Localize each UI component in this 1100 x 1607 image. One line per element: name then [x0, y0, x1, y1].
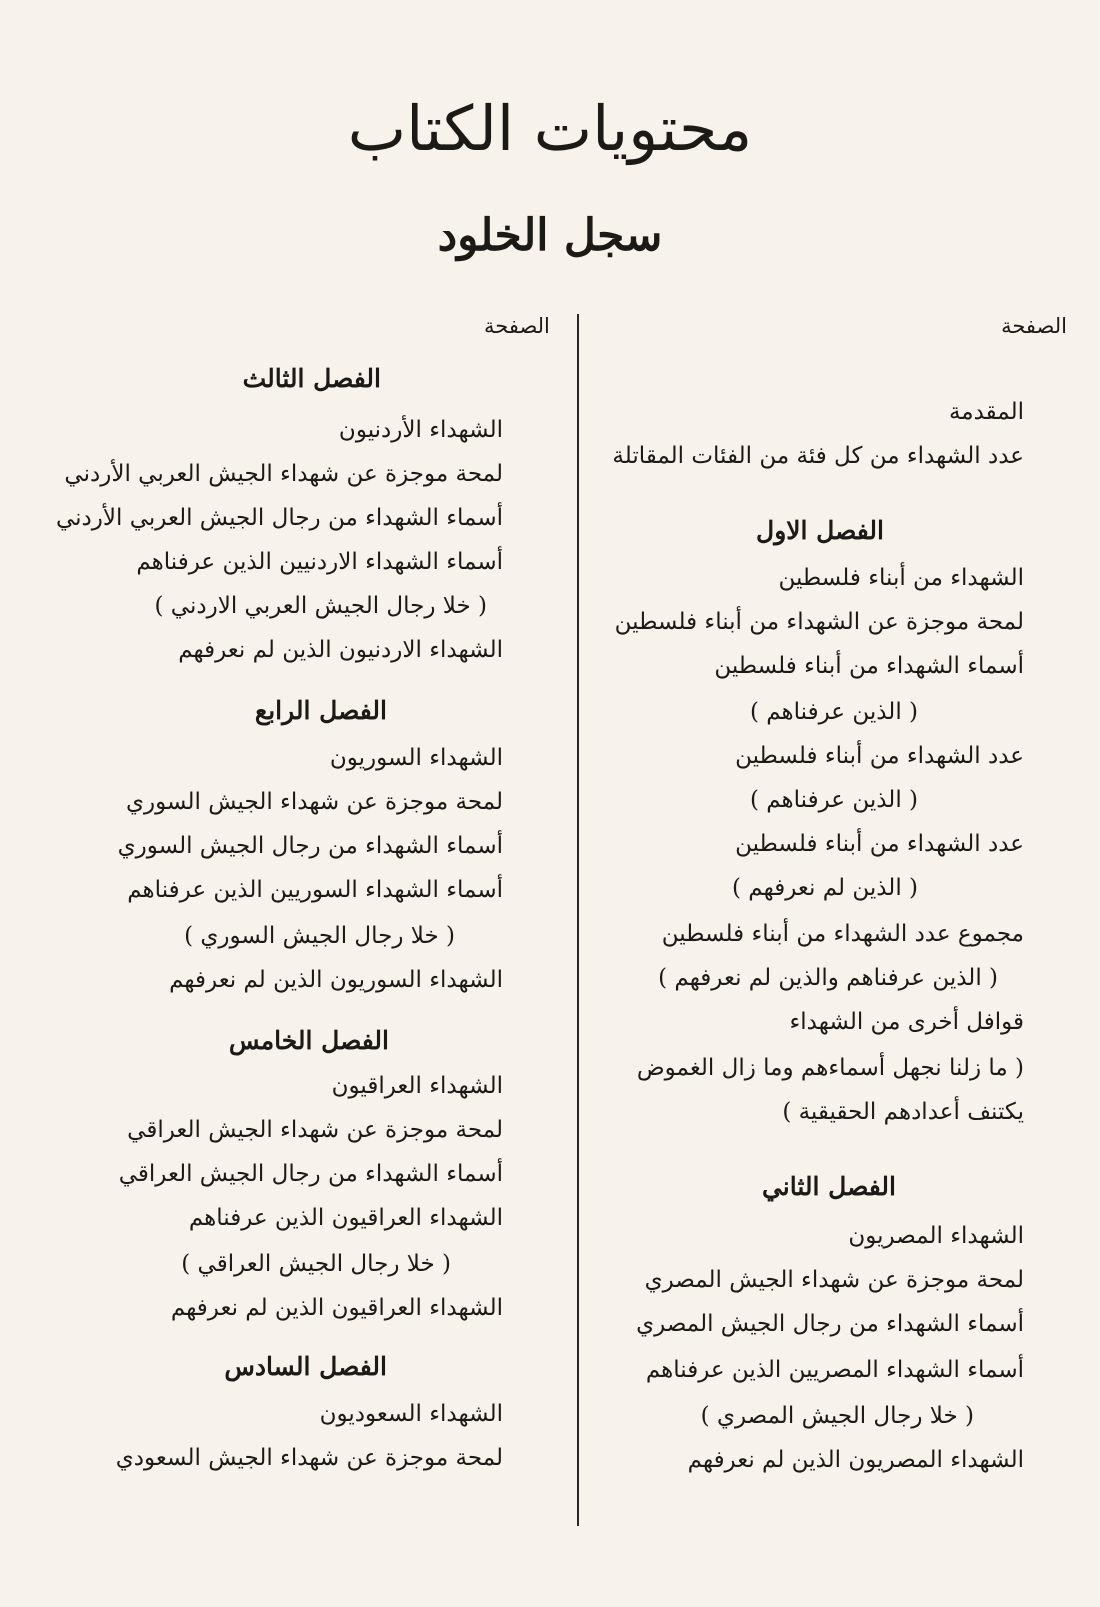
chapter-6-heading: الفصل السادس	[224, 1352, 387, 1381]
toc-entry: لمحة موجزة عن الشهداء من أبناء فلسطين	[614, 609, 1024, 635]
toc-entry: عدد الشهداء من أبناء فلسطين	[735, 743, 1024, 769]
toc-entry-intro: المقدمة	[948, 399, 1024, 425]
toc-entry: الشهداء العراقيون الذين لم نعرفهم	[170, 1295, 503, 1321]
toc-entry: أسماء الشهداء من رجال الجيش المصري	[636, 1311, 1024, 1337]
toc-entry: الشهداء الاردنيون الذين لم نعرفهم	[178, 637, 503, 663]
chapter-2-heading: الفصل الثاني	[761, 1172, 896, 1201]
toc-entry: ( الذين عرفناهم )	[749, 787, 918, 813]
toc-entry: ( ما زلنا نجهل أسماءهم وما زال الغموض	[636, 1055, 1024, 1081]
toc-entry: الشهداء العراقيون	[331, 1073, 503, 1099]
toc-entry: أسماء الشهداء الاردنيين الذين عرفناهم	[136, 549, 503, 575]
toc-entry-intro-count: عدد الشهداء من كل فئة من الفئات المقاتلة	[612, 443, 1024, 469]
toc-entry: أسماء الشهداء المصريين الذين عرفناهم	[645, 1357, 1024, 1383]
toc-entry: الشهداء من أبناء فلسطين	[778, 565, 1024, 591]
toc-entry: ( خلا رجال الجيش العراقي )	[181, 1251, 451, 1277]
toc-entry: لمحة موجزة عن شهداء الجيش العربي الأردني	[64, 461, 503, 487]
toc-entry: لمحة موجزة عن شهداء الجيش المصري	[644, 1267, 1024, 1293]
page-label-right: الصفحة	[1001, 314, 1067, 338]
page-label-left: الصفحة	[484, 314, 550, 338]
chapter-5-heading: الفصل الخامس	[228, 1026, 389, 1055]
toc-entry: أسماء الشهداء من رجال الجيش العربي الأردني	[55, 505, 503, 531]
toc-entry: أسماء الشهداء من رجال الجيش العراقي	[118, 1161, 503, 1187]
toc-entry: أسماء الشهداء السوريين الذين عرفناهم	[127, 877, 503, 903]
toc-entry: الشهداء السوريون الذين لم نعرفهم	[169, 967, 503, 993]
toc-entry: الشهداء الأردنيون	[338, 417, 503, 443]
toc-entry: قوافل أخرى من الشهداء	[789, 1009, 1024, 1035]
toc-entry: لمحة موجزة عن شهداء الجيش السعودي	[115, 1445, 503, 1471]
toc-entry: مجموع عدد الشهداء من أبناء فلسطين	[661, 921, 1024, 947]
toc-entry: ( الذين عرفناهم والذين لم نعرفهم )	[658, 965, 998, 991]
chapter-3-heading: الفصل الثالث	[242, 364, 381, 393]
main-title: محتويات الكتاب	[347, 92, 753, 165]
toc-entry: ( الذين لم نعرفهم )	[732, 875, 918, 901]
toc-entry: أسماء الشهداء من رجال الجيش السوري	[117, 833, 503, 859]
toc-entry: الشهداء المصريون	[848, 1223, 1024, 1249]
column-divider	[577, 314, 579, 1526]
chapter-4-heading: الفصل الرابع	[254, 696, 387, 725]
toc-entry: الشهداء السعوديون	[319, 1401, 503, 1427]
toc-entry: لمحة موجزة عن شهداء الجيش العراقي	[127, 1117, 503, 1143]
toc-entry: ( خلا رجال الجيش السوري )	[184, 923, 455, 949]
toc-entry: الشهداء السوريون	[329, 745, 503, 771]
toc-entry: الشهداء العراقيون الذين عرفناهم	[188, 1205, 503, 1231]
toc-entry: عدد الشهداء من أبناء فلسطين	[735, 831, 1024, 857]
toc-entry: ( خلا رجال الجيش العربي الاردني )	[154, 593, 487, 619]
toc-entry: ( الذين عرفناهم )	[749, 699, 918, 725]
toc-entry: الشهداء المصريون الذين لم نعرفهم	[687, 1447, 1024, 1473]
sub-title: سجل الخلود	[437, 210, 663, 261]
toc-entry: أسماء الشهداء من أبناء فلسطين	[714, 653, 1024, 679]
toc-entry: لمحة موجزة عن شهداء الجيش السوري	[126, 789, 503, 815]
chapter-1-heading: الفصل الاول	[756, 516, 884, 545]
toc-entry: ( خلا رجال الجيش المصري )	[700, 1403, 974, 1429]
toc-entry: يكتنف أعدادهم الحقيقية )	[782, 1099, 1024, 1125]
